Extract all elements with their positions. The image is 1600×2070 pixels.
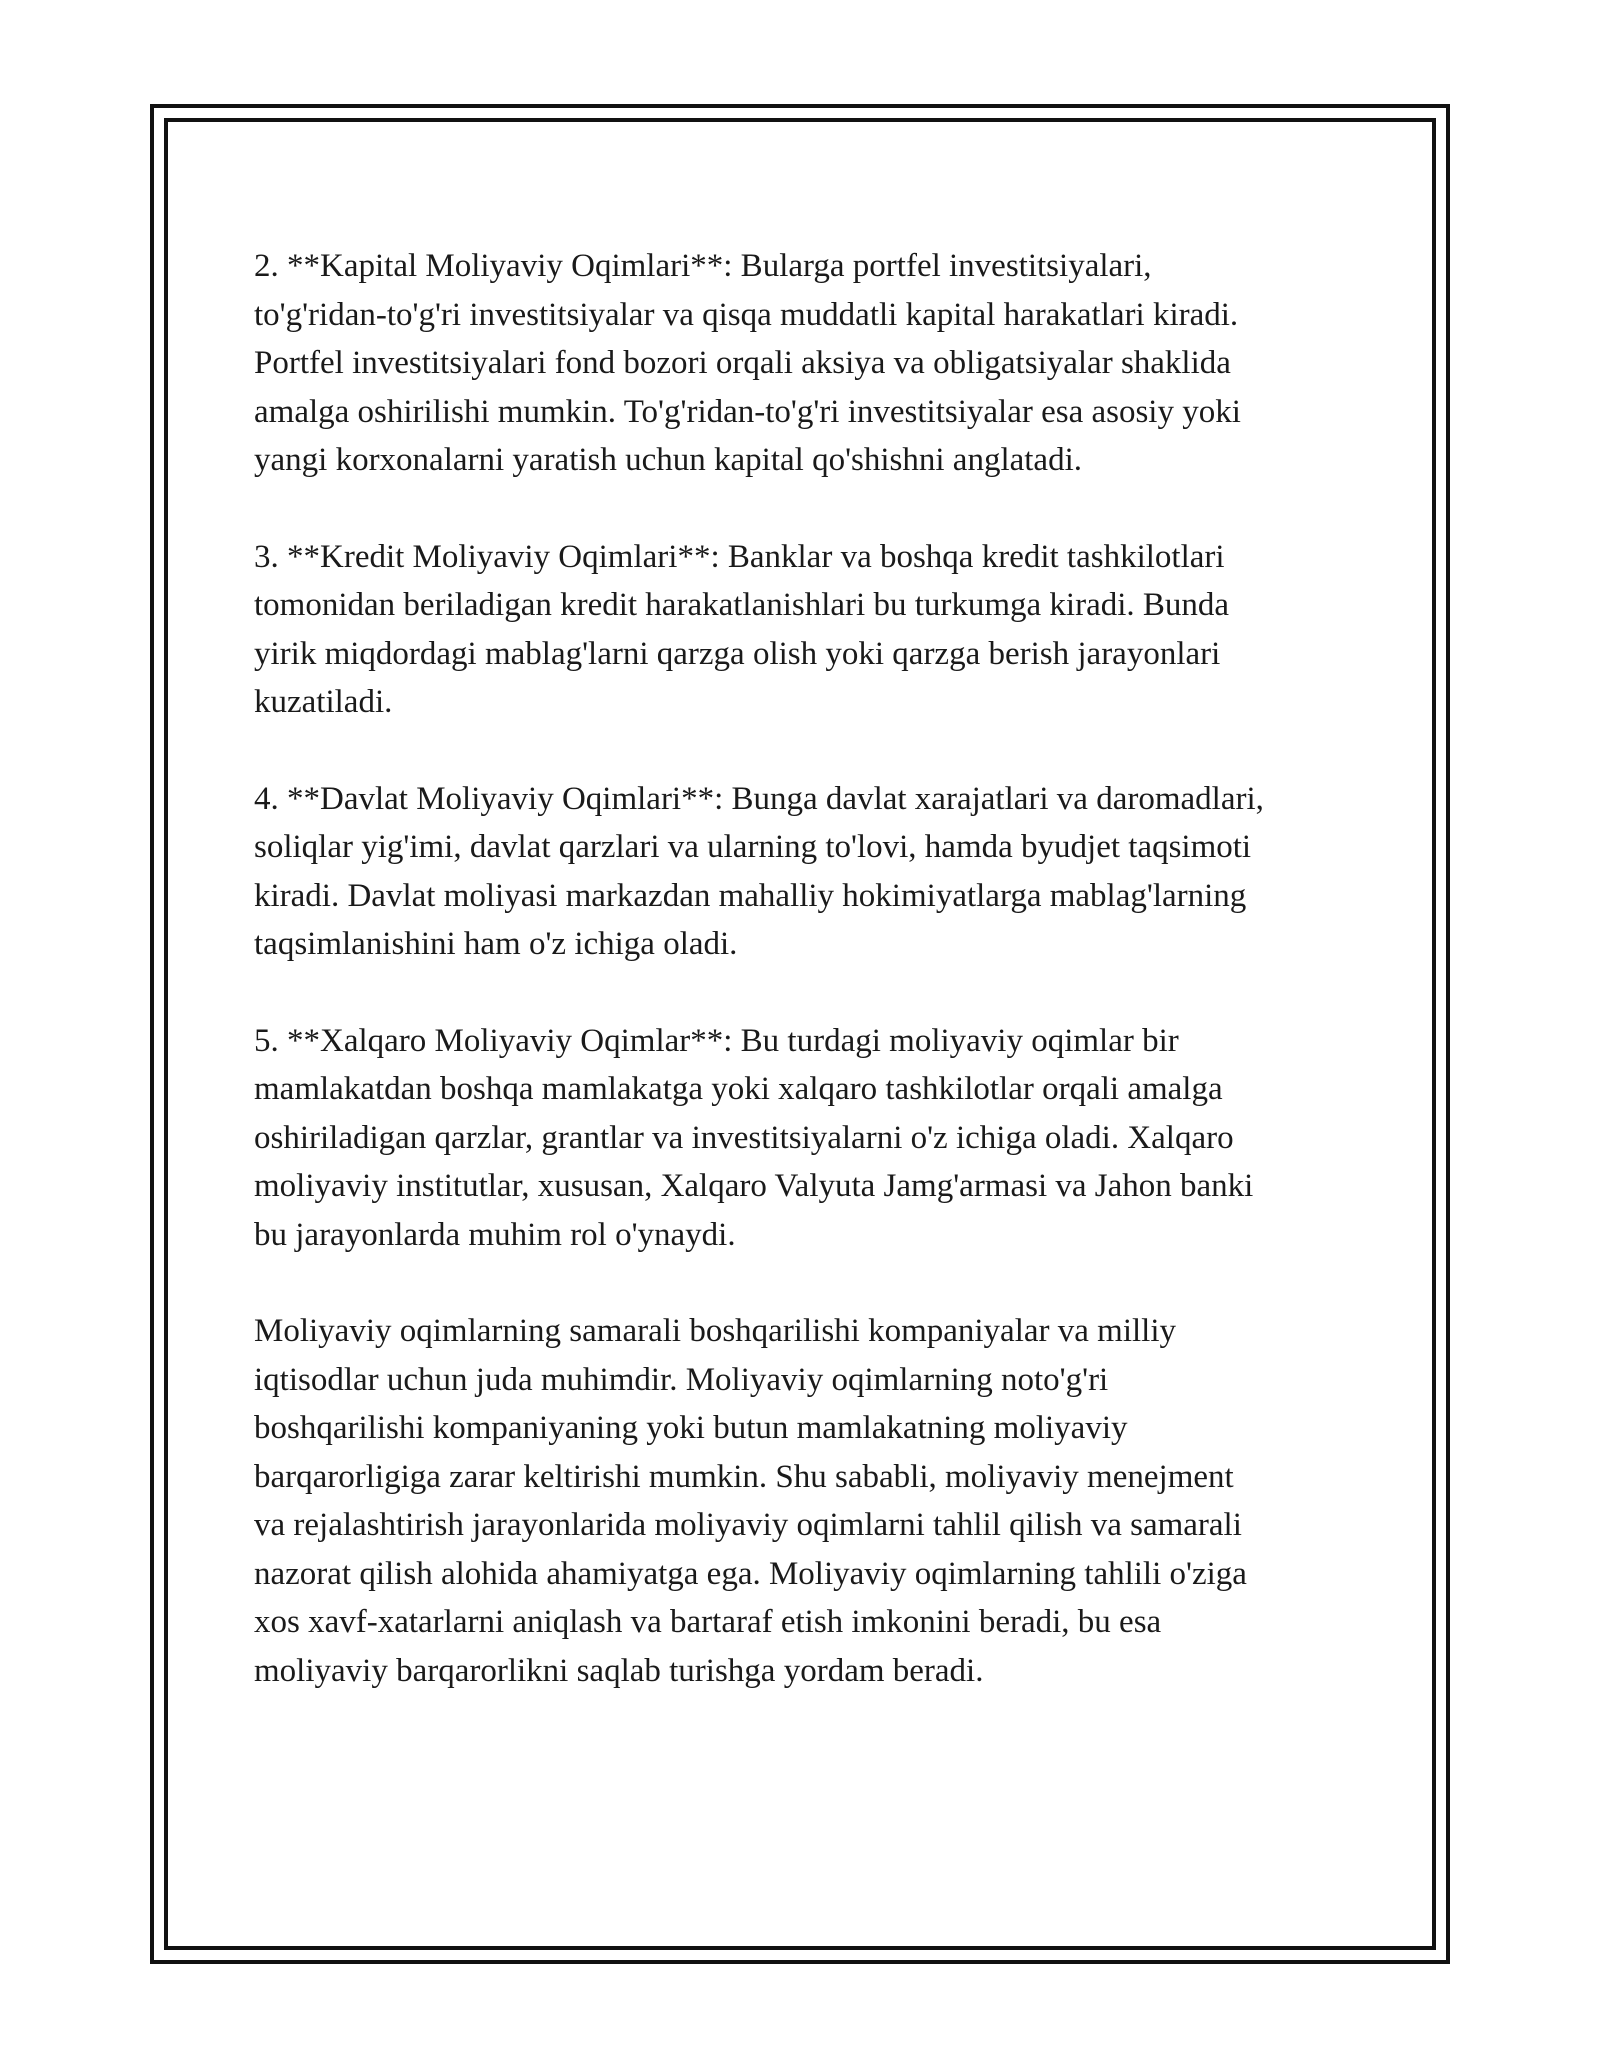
page-border-inner — [164, 118, 1436, 1950]
paragraph-international-flows: 5. **Xalqaro Moliyaviy Oqimlar**: Bu turdagi moliyaviy oqimlar bir mamlakatdan boshqa mamlakatga yoki xalqaro tashkilotlar orqali amalga oshiriladigan qarzlar, grantlar va investitsiyalarni o'z ichiga oladi. Xalqaro moliyaviy institutlar, xususan, Xalqaro Valyuta Jamg'armasi va Jahon banki bu jarayonlarda muhim rol o'ynaydi. — [254, 1022, 1254, 1253]
paragraph-capital-flows: 2. **Kapital Moliyaviy Oqimlari**: Bularga portfel investitsiyalari, to'g'ridan-to'g'ri investitsiyalar va qisqa muddatli kapital harakatlari kiradi. Portfel investitsiyalari fond bozori orqali aksiya va obligatsiyalar shaklida amalga oshirilishi mumkin. To'g'ridan-to'g'ri investitsiyalar esa asosiy yoki yangi korxonalarni yaratish uchun kapital qo'shishni anglatadi. — [254, 248, 1241, 478]
paragraph-state-flows: 4. **Davlat Moliyaviy Oqimlari**: Bunga davlat xarajatlari va daromadlari, soliqlar yig'imi, davlat qarzlari va ularning to'lovi, hamda byudjet taqsimoti kiradi. Davlat moliyasi markazdan mahalliy hokimiyatlarga mablag'larning taqsimlanishini ham o'z ichiga oladi. — [254, 780, 1264, 962]
page-border-outer — [150, 104, 1450, 1964]
paragraph-credit-flows: 3. **Kredit Moliyaviy Oqimlari**: Banklar va boshqa kredit tashkilotlari tomonidan beriladigan kredit harakatlanishlari bu turkumga kiradi. Bunda yirik miqdordagi mablag'larni qarzga olish yoki qarzga berish jarayonlari kuzatiladi. — [254, 538, 1230, 720]
document-body — [254, 242, 1378, 1743]
paragraph-conclusion: Moliyaviy oqimlarning samarali boshqarilishi kompaniyalar va milliy iqtisodlar uchun juda muhimdir. Moliyaviy oqimlarning noto'g'ri boshqarilishi kompaniyaning yoki butun mamlakatning moliyaviy barqarorligiga zarar keltirishi mumkin. Shu sababli, moliyaviy menejment va rejalashtirish jarayonlarida moliyaviy oqimlarni tahlil qilish va samarali nazorat qilish alohida ahamiyatga ega. Moliyaviy oqimlarning tahlili o'ziga xos xavf-xatarlarni aniqlash va bartaraf etish imkonini beradi, bu esa moliyaviy barqarorlikni saqlab turishga yordam beradi. — [254, 1313, 1247, 1689]
